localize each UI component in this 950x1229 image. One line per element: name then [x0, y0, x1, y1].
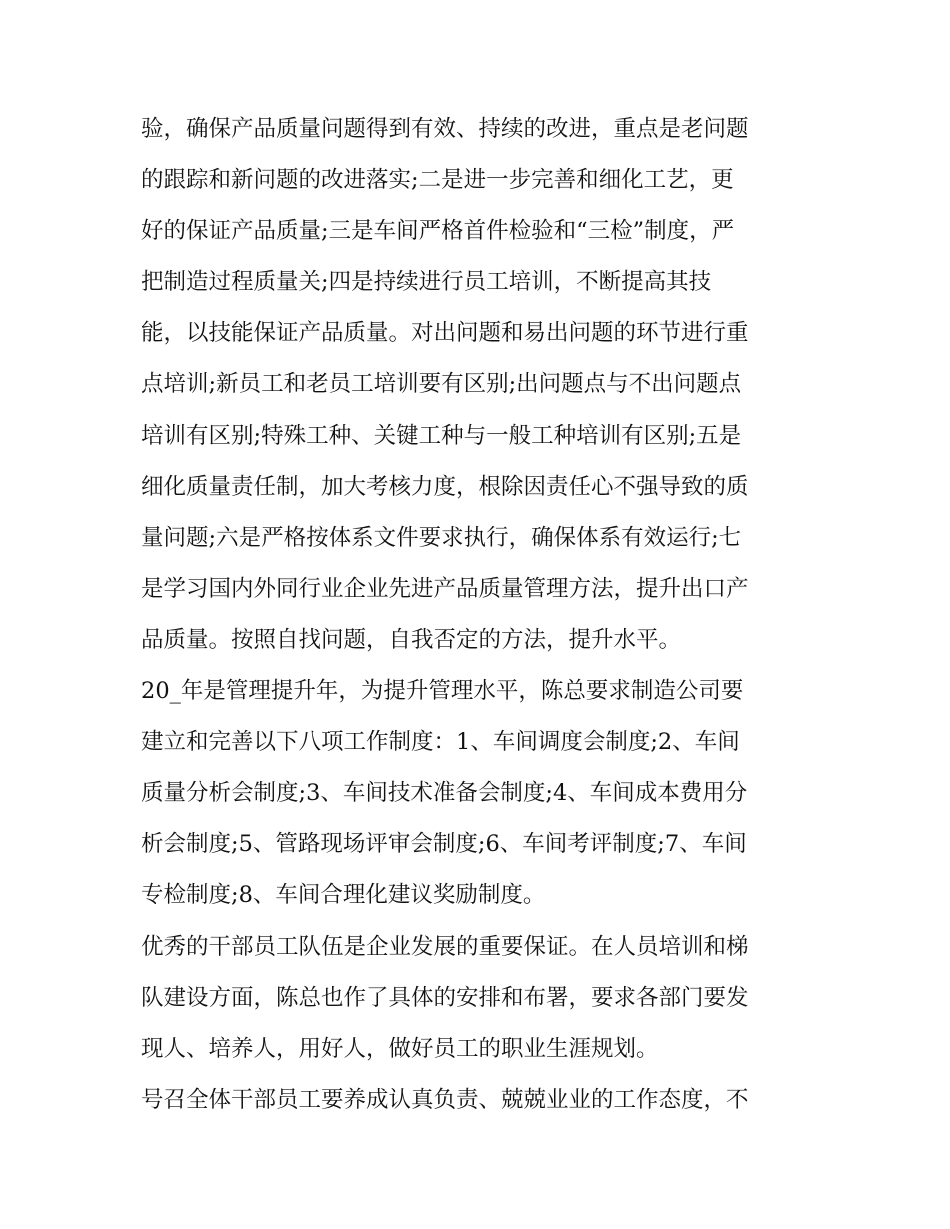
text-line: 现人、培养人，用好人，做好员工的职业生涯规划。	[141, 1035, 659, 1062]
text-line: 培训有区别;特殊工种、关键工种与一般工种培训有区别;五是	[141, 422, 742, 449]
body-text	[141, 104, 821, 1126]
text-line: 把制造过程质量关;四是持续进行员工培训，不断提高其技	[141, 269, 712, 296]
text-line: 析会制度;5、管路现场评审会制度;6、车间考评制度;7、车间	[141, 831, 747, 858]
text-line: 队建设方面，陈总也作了具体的安排和布署，要求各部门要发	[141, 984, 749, 1011]
text-line: 专检制度;8、车间合理化建议奖励制度。	[141, 882, 546, 909]
text-line: 好的保证产品质量;三是车间严格首件检验和“三检”制度，严	[141, 218, 735, 245]
text-line: 点培训;新员工和老员工培训要有区别;出问题点与不出问题点	[141, 371, 742, 398]
text-line: 能，以技能保证产品质量。对出问题和易出问题的环节进行重	[141, 320, 749, 347]
text-line: 品质量。按照自找问题，自我否定的方法，提升水平。	[141, 626, 682, 653]
text-line: 建立和完善以下八项工作制度：1、车间调度会制度;2、车间	[141, 729, 740, 756]
text-line: 号召全体干部员工要养成认真负责、兢兢业业的工作态度，不	[141, 1086, 749, 1113]
text-line: 优秀的干部员工队伍是企业发展的重要保证。在人员培训和梯	[141, 933, 749, 960]
text-line: 细化质量责任制，加大考核力度，根除因责任心不强导致的质	[141, 473, 749, 500]
text-line: 量问题;六是严格按体系文件要求执行，确保体系有效运行;七	[141, 524, 742, 551]
text-line: 验，确保产品质量问题得到有效、持续的改进，重点是老问题	[141, 116, 749, 142]
text-line: 质量分析会制度;3、车间技术准备会制度;4、车间成本费用分	[141, 780, 748, 807]
text-line: 是学习国内外同行业企业先进产品质量管理方法，提升出口产	[141, 575, 749, 602]
text-line: 的跟踪和新问题的改进落实;二是进一步完善和细化工艺，更	[141, 167, 734, 194]
text-line: 20_年是管理提升年，为提升管理水平，陈总要求制造公司要	[141, 678, 744, 705]
